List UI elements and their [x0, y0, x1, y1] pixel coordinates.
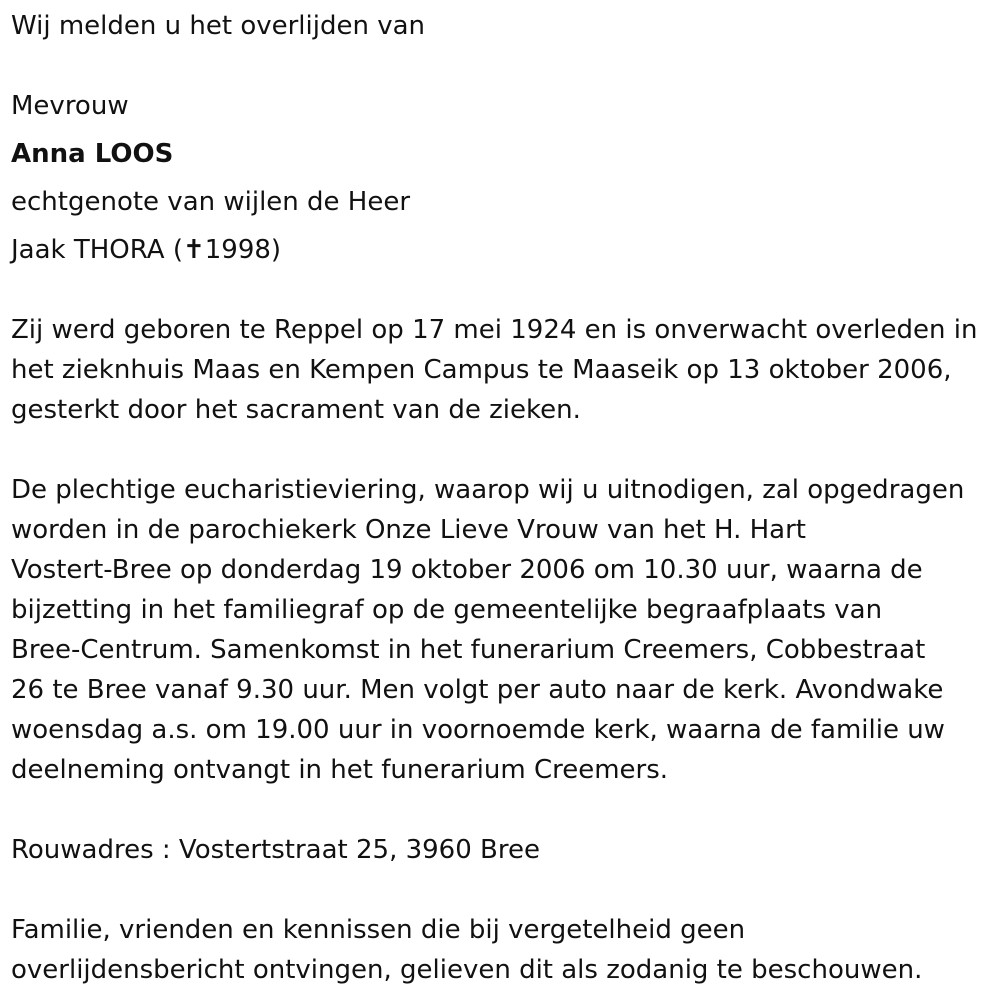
- service-line: De plechtige eucharistieviering, waarop wij u uitnodigen, zal opgedragen: [11, 475, 965, 505]
- service-line: 26 te Bree vanaf 9.30 uur. Men volgt per auto naar de kerk. Avondwake: [11, 675, 944, 705]
- service-line: bijzetting in het familiegraf op de gemeentelijke begraafplaats van: [11, 595, 883, 625]
- intro-text: Wij melden u het overlijden van: [11, 11, 426, 41]
- deceased-name: Anna LOOS: [11, 139, 174, 169]
- birth-line: Zij werd geboren te Reppel op 17 mei 1924 en is onverwacht overleden in: [11, 315, 978, 345]
- spouse-text: Jaak THORA (✝1998): [11, 235, 282, 265]
- service-line: Bree-Centrum. Samenkomst in het funerarium Creemers, Cobbestraat: [11, 635, 926, 665]
- service-line: deelneming ontvangt in het funerarium Creemers.: [11, 755, 669, 785]
- service-line: Vostert-Bree op donderdag 19 oktober 2006 om 10.30 uur, waarna de: [11, 555, 923, 585]
- title-text: Mevrouw: [11, 91, 129, 121]
- closing-line: overlijdensbericht ontvingen, gelieven dit als zodanig te beschouwen.: [11, 955, 923, 985]
- closing-line: Familie, vrienden en kennissen die bij vergetelheid geen: [11, 915, 746, 945]
- birth-line: gesterkt door het sacrament van de zieken.: [11, 395, 581, 425]
- mourning-address: Rouwadres : Vostertstraat 25, 3960 Bree: [11, 835, 540, 865]
- birth-line: het zieknhuis Maas en Kempen Campus te Maaseik op 13 oktober 2006,: [11, 355, 952, 385]
- service-line: worden in de parochiekerk Onze Lieve Vrouw van het H. Hart: [11, 515, 806, 545]
- relation-text: echtgenote van wijlen de Heer: [11, 187, 411, 217]
- service-line: woensdag a.s. om 19.00 uur in voornoemde kerk, waarna de familie uw: [11, 715, 945, 745]
